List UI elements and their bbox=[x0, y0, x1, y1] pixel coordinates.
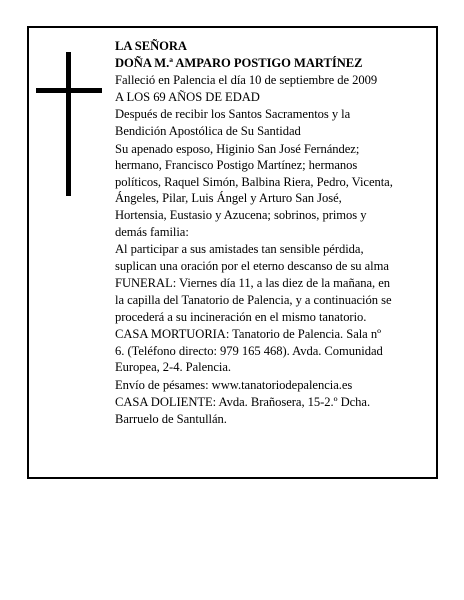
family-line-2: hermano, Francisco Postigo Martínez; hermanos bbox=[115, 158, 358, 173]
obituary-text bbox=[115, 38, 431, 429]
cross-vertical-bar bbox=[66, 52, 71, 196]
death-date-line: Falleció en Palencia el día 10 de septiembre de 2009 bbox=[115, 73, 378, 88]
header-section bbox=[115, 38, 431, 71]
sacraments-line-1: Después de recibir los Santos Sacramentos y la bbox=[115, 107, 351, 122]
mortuary-line-3: Europea, 2-4. Palencia. bbox=[115, 360, 231, 375]
family-line-6: demás familia: bbox=[115, 224, 189, 239]
mortuary-line-2: 6. (Teléfono directo: 979 165 468). Avda. Comunidad bbox=[115, 343, 383, 358]
mourning-house-line-2: Barruelo de Santullán. bbox=[115, 412, 227, 427]
cross-horizontal-bar bbox=[36, 88, 102, 93]
condolences-section bbox=[115, 377, 431, 394]
family-line-3: políticos, Raquel Simón, Balbina Riera, Pedro, Vicenta, bbox=[115, 174, 393, 189]
funeral-line-1: FUNERAL: Viernes día 11, a las diez de la mañana, en bbox=[115, 276, 391, 291]
request-section bbox=[115, 241, 431, 274]
request-line-1: Al participar a sus amistades tan sensible pérdida, bbox=[115, 242, 364, 257]
family-line-4: Ángeles, Pilar, Luis Ángel y Arturo San José, bbox=[115, 191, 342, 206]
family-section bbox=[115, 141, 431, 241]
funeral-section bbox=[115, 275, 431, 325]
age-line: A LOS 69 AÑOS DE EDAD bbox=[115, 89, 260, 104]
header-title: LA SEÑORA bbox=[115, 39, 187, 53]
request-line-2: suplican una oración por el eterno descanso de su alma bbox=[115, 258, 389, 273]
death-info-section bbox=[115, 72, 431, 105]
funeral-line-3: procederá a su incineración en el mismo tanatorio. bbox=[115, 309, 367, 324]
funeral-line-2: la capilla del Tanatorio de Palencia, y a continuación se bbox=[115, 292, 392, 307]
mortuary-line-1: CASA MORTUORIA: Tanatorio de Palencia. Sala nº bbox=[115, 327, 381, 342]
mortuary-section bbox=[115, 326, 431, 376]
mourning-house-section bbox=[115, 394, 431, 427]
sacraments-section bbox=[115, 106, 431, 139]
family-line-5: Hortensia, Eustasio y Azucena; sobrinos, primos y bbox=[115, 207, 367, 222]
family-line-1: Su apenado esposo, Higinio San José Fernández; bbox=[115, 141, 360, 156]
sacraments-line-2: Bendición Apostólica de Su Santidad bbox=[115, 123, 301, 138]
latin-cross-icon bbox=[36, 52, 102, 196]
mourning-house-line-1: CASA DOLIENTE: Avda. Brañosera, 15-2.º Dcha. bbox=[115, 395, 371, 410]
deceased-name: DOÑA M.ª AMPARO POSTIGO MARTÍNEZ bbox=[115, 55, 363, 70]
condolences-line: Envío de pésames: www.tanatoriodepalencia.es bbox=[115, 377, 353, 392]
